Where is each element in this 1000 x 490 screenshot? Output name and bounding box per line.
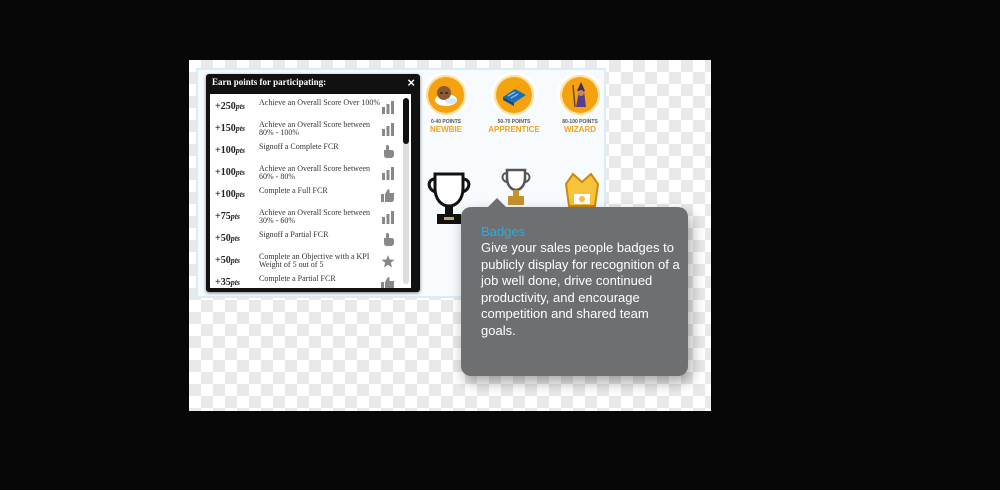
pointing-hand-icon: [381, 145, 395, 158]
tooltip-arrow: [487, 198, 507, 208]
list-item: [210, 208, 396, 228]
badges-tooltip: [461, 207, 688, 376]
points-value: +100pts: [215, 189, 246, 200]
list-item: [210, 164, 396, 184]
list-item: [210, 230, 396, 250]
gold-crown-trophy-icon: [561, 170, 603, 212]
panel-title: Earn points for participating:: [212, 77, 327, 87]
points-value: +35pts: [215, 277, 241, 288]
scroll-thumb[interactable]: [403, 98, 409, 144]
points-value: +75pts: [215, 211, 241, 222]
book-icon: [494, 75, 534, 115]
badge-rank: WIZARD: [564, 125, 596, 134]
item-description: Signoff a Partial FCR: [259, 230, 329, 239]
scrollbar[interactable]: [403, 98, 409, 284]
badge-rank: NEWBIE: [430, 125, 462, 134]
bar-chart-icon: [381, 167, 395, 180]
thumbs-up-icon: [381, 277, 395, 288]
item-description: Achieve an Overall Score between 60% - 80%: [259, 164, 371, 181]
badge-newbie: [416, 75, 476, 134]
pointing-hand-icon: [381, 233, 395, 246]
badge-range: 80-100 POINTS: [562, 119, 598, 125]
badge-rank: APPRENTICE: [488, 125, 540, 134]
points-value: +50pts: [215, 233, 241, 244]
list-item: [210, 186, 396, 206]
list-item: [210, 274, 396, 288]
list-item: [210, 142, 396, 162]
tooltip-body: Give your sales people badges to publicly display for recognition of a job well done, drive continued productivity, and encourage competition and shared team goals.: [481, 240, 680, 338]
item-description: Signoff a Complete FCR: [259, 142, 339, 151]
item-description: Complete a Partial FCR: [259, 274, 336, 283]
points-list[interactable]: [210, 94, 411, 288]
item-description: Complete a Full FCR: [259, 186, 328, 195]
points-value: +250pts: [215, 101, 246, 112]
bar-chart-icon: [381, 123, 395, 136]
badge-apprentice: [484, 75, 544, 134]
points-value: +50pts: [215, 255, 241, 266]
item-description: Achieve an Overall Score between 80% - 100%: [259, 120, 371, 137]
item-description: Achieve an Overall Score between 30% - 60%: [259, 208, 371, 225]
points-value: +150pts: [215, 123, 246, 134]
list-item: [210, 98, 396, 118]
sleeping-baby-icon: [426, 75, 466, 115]
list-item: [210, 252, 396, 272]
star-icon: [381, 255, 395, 268]
item-description: Complete an Objective with a KPI Weight of 5 out of 5: [259, 252, 370, 269]
item-description: Achieve an Overall Score Over 100%: [259, 98, 381, 107]
tooltip-title: Badges: [481, 224, 526, 239]
thumbs-up-icon: [381, 189, 395, 202]
badge-range: 50-70 POINTS: [497, 119, 531, 125]
bar-chart-icon: [381, 211, 395, 224]
badge-range: 0-40 POINTS: [430, 119, 461, 125]
wizard-icon: [560, 75, 600, 115]
points-value: +100pts: [215, 145, 246, 156]
close-button[interactable]: ×: [407, 75, 415, 90]
earn-points-panel: [206, 74, 420, 292]
list-item: [210, 120, 396, 140]
points-value: +100pts: [215, 167, 246, 178]
bar-chart-icon: [381, 101, 395, 114]
badge-wizard: [550, 75, 610, 134]
